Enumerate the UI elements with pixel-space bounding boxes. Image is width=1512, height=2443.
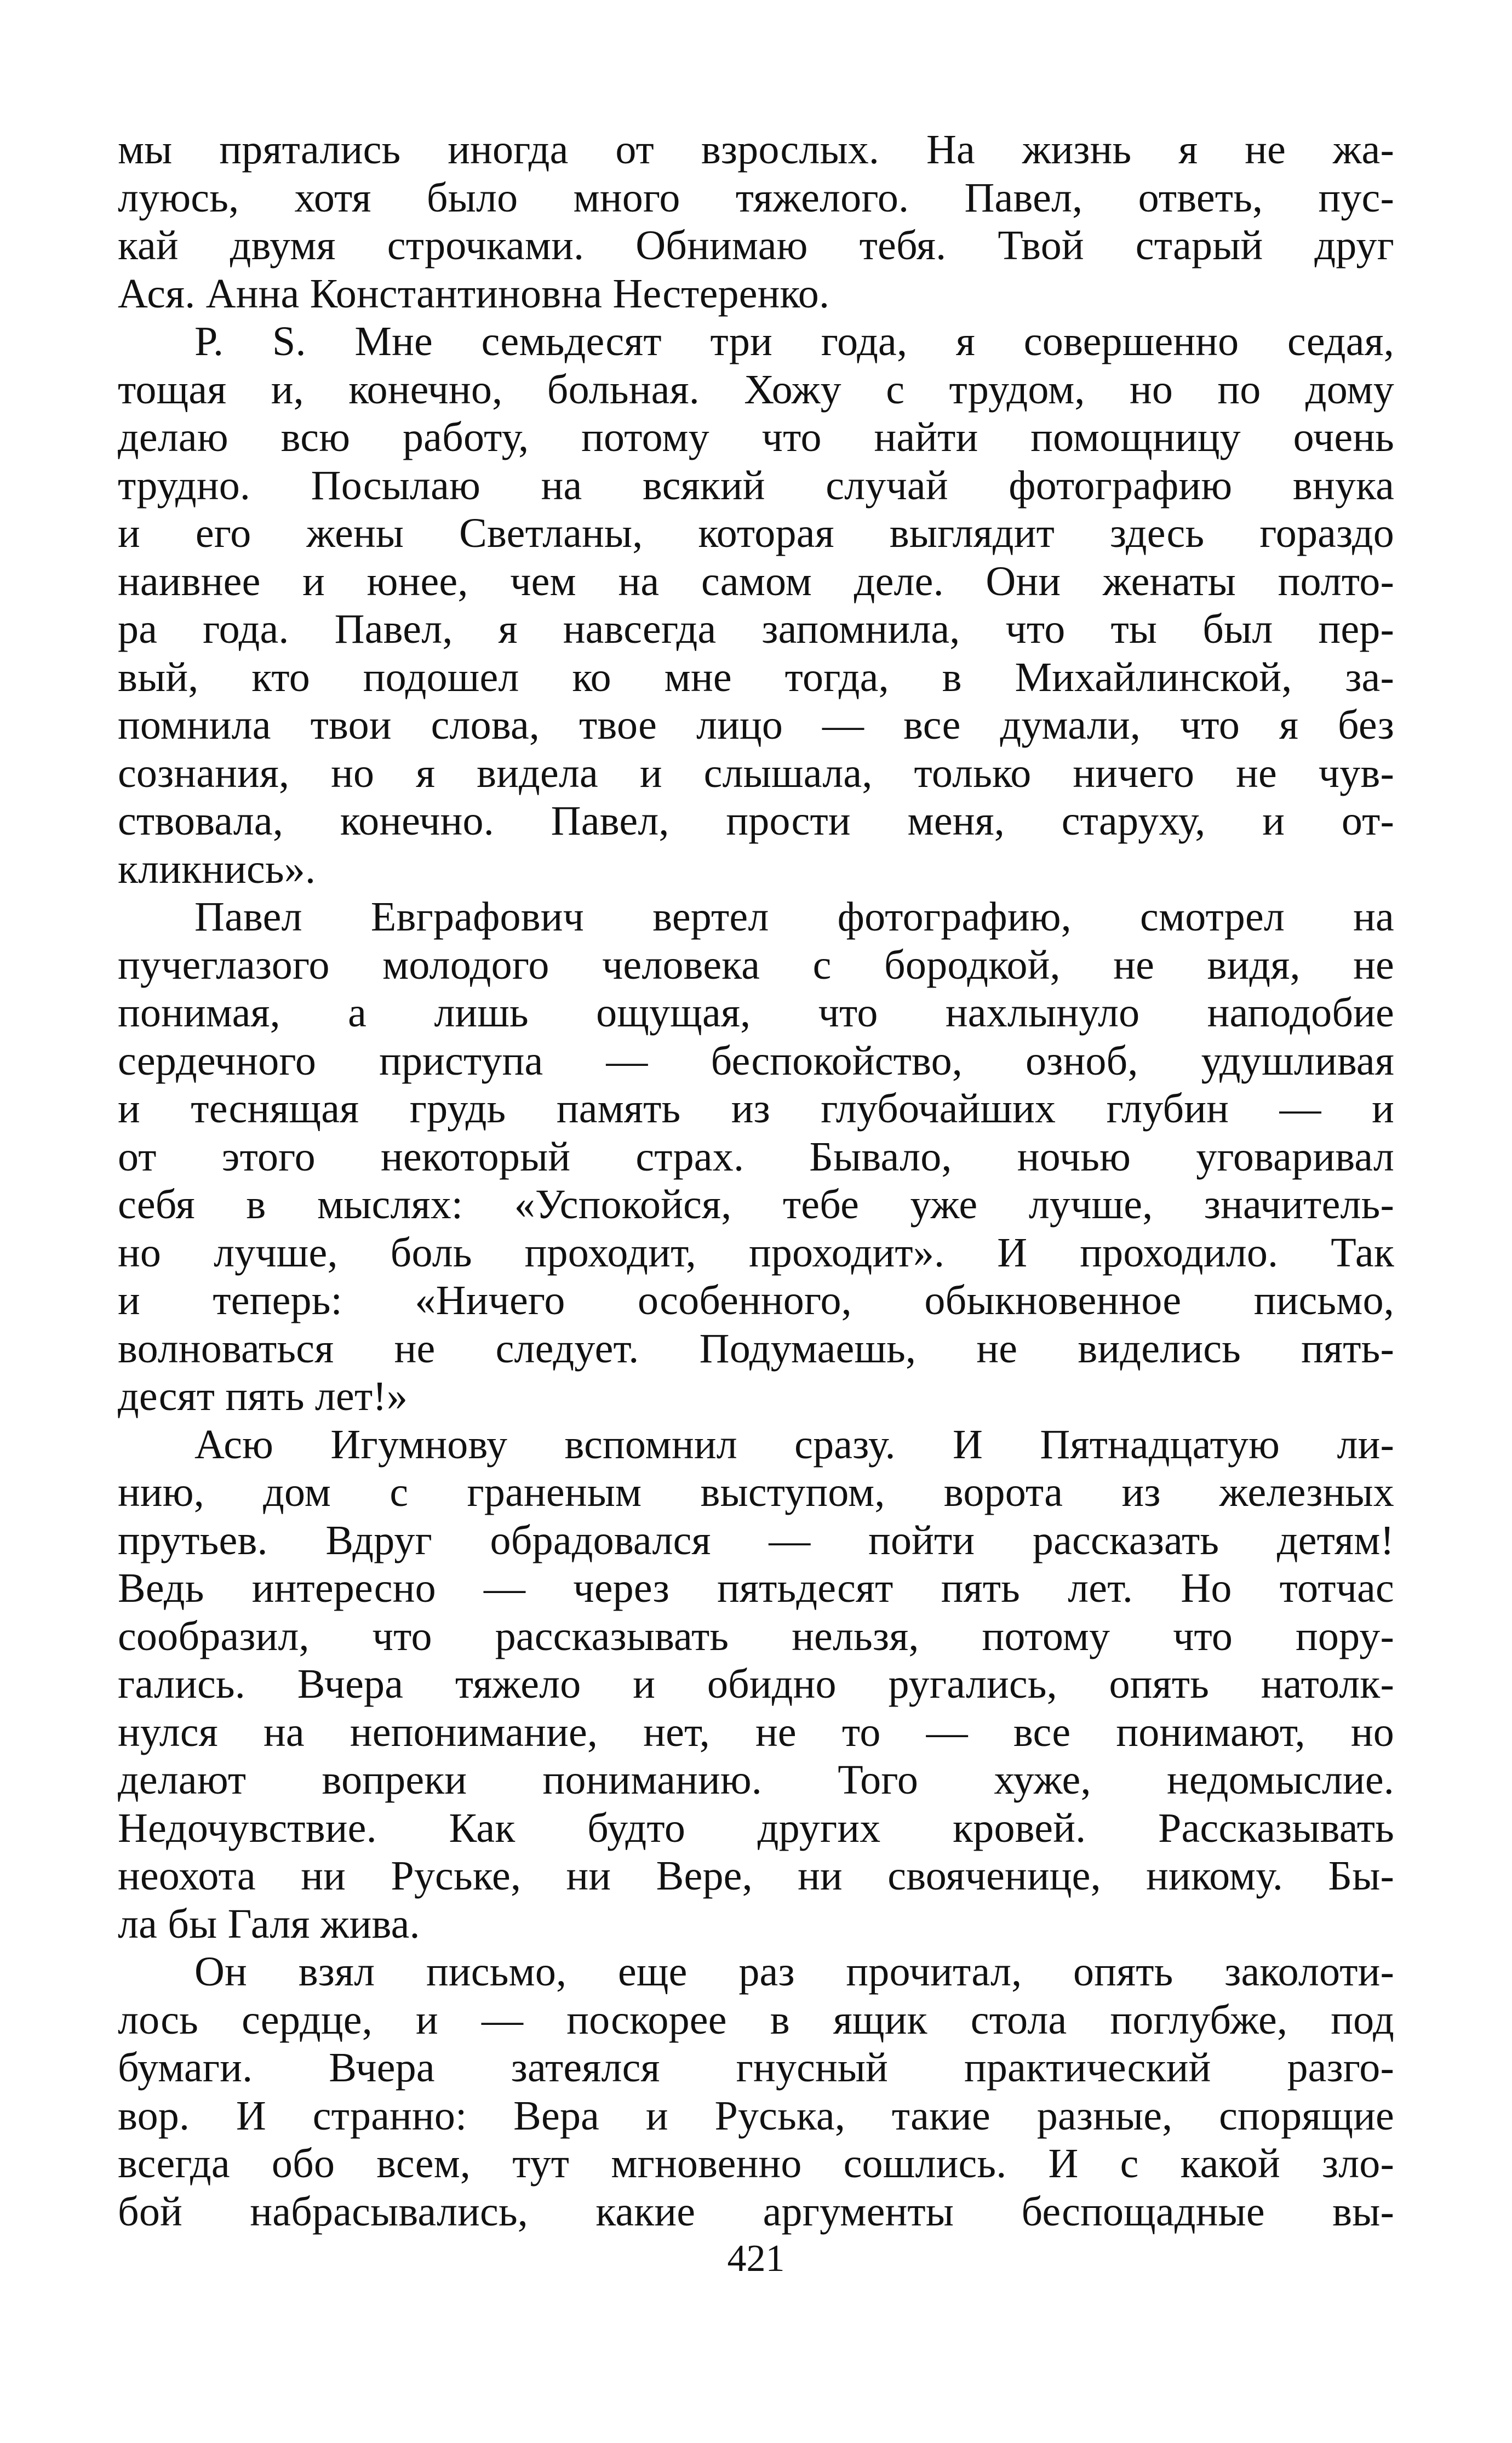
text-line: нулся на непонимание, нет, не то — все понимают, но xyxy=(118,1709,1394,1755)
paragraph xyxy=(118,893,1394,1421)
page-text-block xyxy=(118,126,1394,2236)
text-line: и его жены Светланы, которая выглядит здесь гораздо xyxy=(118,510,1394,556)
text-line: сознания, но я видела и слышала, только ничего не чув- xyxy=(118,750,1394,796)
text-line: от этого некоторый страх. Бывало, ночью уговаривал xyxy=(118,1133,1394,1180)
text-line: вор. И странно: Вера и Руська, такие разные, спорящие xyxy=(118,2092,1394,2139)
text-line: прутьев. Вдруг обрадовался — пойти рассказать детям! xyxy=(118,1517,1394,1563)
text-line: ла бы Галя жива. xyxy=(118,1900,420,1947)
text-line: наивнее и юнее, чем на самом деле. Они женаты полто- xyxy=(118,558,1394,604)
text-line: делаю всю работу, потому что найти помощницу очень xyxy=(118,414,1394,460)
text-line: кликнись». xyxy=(118,846,316,892)
text-line: помнила твои слова, твое лицо — все думали, что я без xyxy=(118,702,1394,748)
text-line: мы прятались иногда от взрослых. На жизнь я не жа- xyxy=(118,127,1394,173)
text-line: кай двумя строчками. Обнимаю тебя. Твой старый друг xyxy=(118,222,1394,269)
text-line: трудно. Посылаю на всякий случай фотографию внука xyxy=(118,462,1394,509)
text-line: тощая и, конечно, больная. Хожу с трудом, но по дому xyxy=(118,366,1394,413)
text-line: волноваться не следует. Подумаешь, не виделись пять- xyxy=(118,1325,1394,1372)
text-line: сердечного приступа — беспокойство, озноб, удушливая xyxy=(118,1037,1394,1084)
text-line: Асю Игумнову вспомнил сразу. И Пятнадцатую ли- xyxy=(194,1421,1394,1468)
paragraph xyxy=(118,318,1394,893)
text-line: неохота ни Руське, ни Вере, ни свояченице, никому. Бы- xyxy=(118,1853,1394,1899)
text-line: Ведь интересно — через пятьдесят пять лет. Но тотчас xyxy=(118,1565,1394,1611)
text-line: Павел Евграфович вертел фотографию, смотрел на xyxy=(194,894,1394,940)
text-line: делают вопреки пониманию. Того хуже, недомыслие. xyxy=(118,1757,1394,1803)
text-line: бумаги. Вчера затеялся гнусный практический разго- xyxy=(118,2045,1394,2091)
text-line: себя в мыслях: «Успокойся, тебе уже лучше, значитель- xyxy=(118,1181,1394,1228)
page-number: 421 xyxy=(727,2237,785,2280)
text-line: Он взял письмо, еще раз прочитал, опять заколоти- xyxy=(194,1949,1394,1995)
text-line: но лучше, боль проходит, проходит». И проходило. Так xyxy=(118,1229,1394,1276)
text-line: сообразил, что рассказывать нельзя, потому что пору- xyxy=(118,1613,1394,1659)
text-line: бой набрасывались, какие аргументы беспощадные вы- xyxy=(118,2188,1394,2235)
paragraph xyxy=(118,1948,1394,2236)
paragraph xyxy=(118,1421,1394,1949)
text-line: ра года. Павел, я навсегда запомнила, что ты был пер- xyxy=(118,606,1394,652)
text-line: всегда обо всем, тут мгновенно сошлись. И с какой зло- xyxy=(118,2141,1394,2187)
text-line: Ася. Анна Константиновна Нестеренко. xyxy=(118,270,830,317)
text-line: ствовала, конечно. Павел, прости меня, старуху, и от- xyxy=(118,798,1394,844)
text-line: P. S. Мне семьдесят три года, я совершенно седая, xyxy=(194,318,1394,364)
text-line: нию, дом с граненым выступом, ворота из железных xyxy=(118,1469,1394,1515)
text-line: и теперь: «Ничего особенного, обыкновенное письмо, xyxy=(118,1277,1394,1323)
text-line: вый, кто подошел ко мне тогда, в Михайлинской, за- xyxy=(118,654,1394,700)
text-line: луюсь, хотя было много тяжелого. Павел, ответь, пус- xyxy=(118,174,1394,221)
text-line: десят пять лет!» xyxy=(118,1373,408,1419)
text-line: понимая, а лишь ощущая, что нахлынуло наподобие xyxy=(118,990,1394,1036)
text-line: гались. Вчера тяжело и обидно ругались, опять натолк- xyxy=(118,1661,1394,1707)
text-line: и теснящая грудь память из глубочайших глубин — и xyxy=(118,1086,1394,1132)
text-line: пучеглазого молодого человека с бородкой, не видя, не xyxy=(118,941,1394,988)
text-line: Недочувствие. Как будто других кровей. Рассказывать xyxy=(118,1805,1394,1851)
paragraph xyxy=(118,126,1394,318)
text-line: лось сердце, и — поскорее в ящик стола поглубже, под xyxy=(118,1996,1394,2043)
